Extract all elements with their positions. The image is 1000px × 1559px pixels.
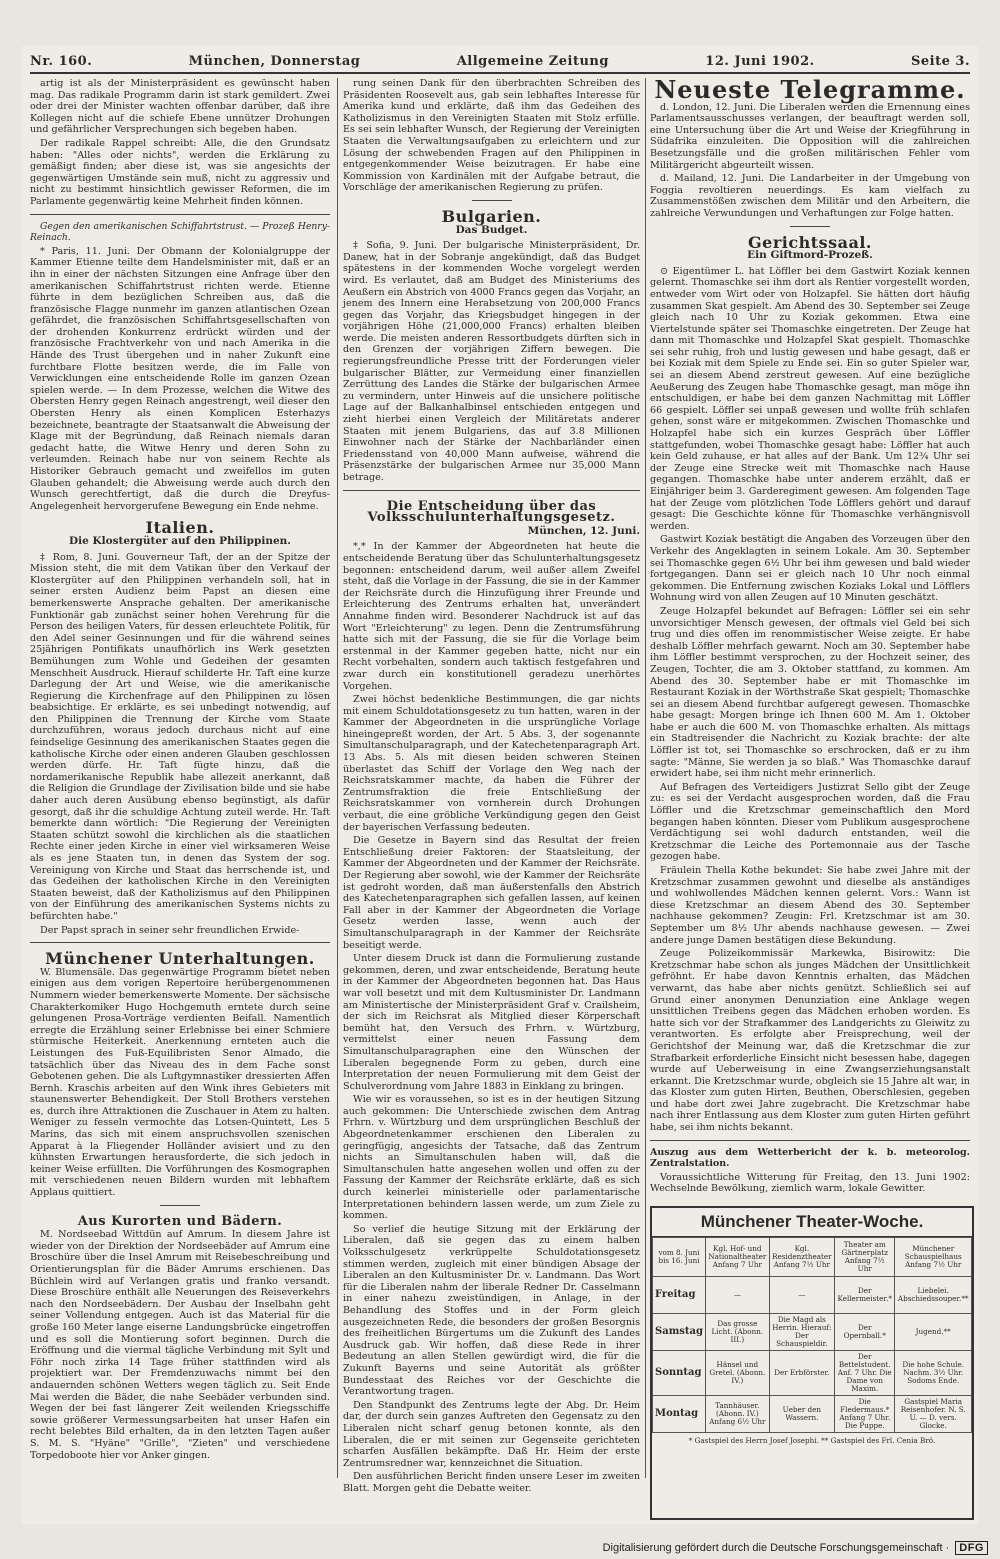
table-header-cell: Münchener Schauspielhaus Anfang 7½ Uhr <box>895 1238 972 1277</box>
paragraph: Wie wir es voraussehen, so ist es in der heutigen Sitzung auch gekommen: Die Unterschiede zwischen dem Antrag Frhrn. v. Würtzburg und dem ursprünglichen Beschluß der Abgeordnetenkammer erschienen den Liberalen zu geringfügig, angesichts der Tatsache, daß das Zentrum nichts an Simultanschulen haben will, daß die Simultanschulen hatte angesehen wollen und offen zu der Fassung der Kammer der Reichsräte erklärte, daß es sich durch keinerlei ministerielle oder parlamentarische Interpretationen behindern lassen werde, um zum Ziele zu kommen. <box>343 1094 640 1222</box>
article-heading: Gegen den amerikanischen Schiffahrtstrust. — Prozeß Henry-Reinach. <box>30 220 330 244</box>
column-divider <box>337 78 338 1478</box>
section-subheading: Das Budget. <box>455 223 528 236</box>
divider <box>650 1140 970 1141</box>
page-header <box>30 52 970 70</box>
table-row <box>653 1351 972 1396</box>
table-cell: Der Erbförster. <box>769 1351 834 1396</box>
section-heading-gerichtssaal: Gerichtssaal. <box>747 232 872 252</box>
table-cell: Der Bettelstudent. Anf. 7 Uhr. Die Dame von Maxim. <box>835 1351 895 1396</box>
paragraph: Zeuge Holzapfel bekundet auf Befragen: Löffler sei ein sehr unvorsichtiger Mensch gewesen, der oftmals viel Geld bei sich trug und dies offen im renommistischer Weise zeigte. Er habe deshalb Löffler mehrfach gewarnt. Noch am 30. September habe ihm Löffler bestimmt versprochen, zu der Hochzeit seiner, des Zeugen, Tochter, die am 3. Oktober stattfand, zu kommen. Am Abend des 30. September habe er mit Thomaschke im Restaurant Koziak in der Wörthstraße Skat gespielt; Thomaschke sei an diesem Abend furchtbar aufgeregt gewesen. Thomaschke habe gesagt: Morgen bringe ich Ihnen 600 M. Am 1. Oktober habe er auch die 600 M. von Thomaschke erhalten. Als mittags ein Stadtreisender die Nachricht zu Koziak brachte: der alte Löffler ist tot, sei Thomaschke so erschrocken, daß er zu ihm sagte: "Männe, Sie werden ja so blaß." Was Thomaschke darauf erwidert habe, sei ihm nicht mehr erinnerlich. <box>650 605 970 780</box>
paragraph: Der Papst sprach in seiner sehr freundlichen Erwide- <box>40 924 300 936</box>
table-cell: Das grosse Licht. (Abonn. III.) <box>706 1314 770 1351</box>
funding-credit: Digitalisierung gefördert durch die Deutsche Forschungsgemeinschaft · <box>602 1541 950 1554</box>
paragraph: *,* In der Kammer der Abgeordneten hat heute die entscheidende Beratung über das Schulunterhaltungsgesetz begonnen: entscheidend darum, weil außer allem Zweifel steht, daß die Vorlage in der Fassung, die sie in der Kammer der Reichsräte durch die Hinzufügung ihrer Freunde und Erleichterung des Zentrums erhalten hat, unverändert Annahme finden wird. Besonderer Nachdruck ist auf das Wort "Erleichterung" zu legen. Denn die Zentrumsführung hatte sich mit der Fassung, die sie für die Vorlage beim erstenmal in der Kammer gegeben hatte, nicht nur ein Recht vorbehalten, sondern auch taktisch festgefahren und zwar durch ein konstitutionell geradezu unerhörtes Vorgehen. <box>343 541 640 692</box>
table-header-cell: vom 8. Juni bis 16. Juni <box>653 1238 706 1277</box>
column-2 <box>343 78 640 1494</box>
table-cell: Hänsel und Gretel. (Abonn. IV.) <box>706 1351 770 1396</box>
divider <box>160 1205 200 1206</box>
theater-footnote: * Gastspiel des Herrn Josef Josephi. ** Gastspiel des Frl. Cenia Brö. <box>688 1436 936 1445</box>
issue-date: 12. Juni 1902. <box>705 53 815 69</box>
table-cell: Die Fledermaus.* Anfang 7 Uhr. Die Puppe. <box>835 1396 895 1433</box>
column-divider <box>645 78 646 1478</box>
section-heading-unterhaltungen: Münchener Unterhaltungen. <box>45 949 315 969</box>
table-cell: Die Magd als Herrin. Hierauf: Der Schauspieldir. <box>769 1314 834 1351</box>
table-cell: — <box>769 1277 834 1314</box>
paragraph: * Paris, 11. Juni. Der Obmann der Kolonialgruppe der Kammer Etienne teilte dem Handelsminister mit, daß er an ihn in einer der nächsten Sitzungen eine Anfrage über den amerikanischen Schiffahrtstrust richten werde. Etienne führte in dem bezüglichen Schreiben aus, daß die französische Flagge nunmehr im ganzen atlantischen Ozean gefährdet, die französischen Schiffahrtsgesellschaften von der drohenden Konkurrenz erdrückt würden und der französische Frachtverkehr von und nach Amerika in die Hände des Trust übergehen und in naher Zukunft eine furchtbare Flotte besitzen werde, die im Falle von Verwicklungen eine entscheidende Rolle im ganzen Ozean spielen werde. — In dem Prozesse, welchen die Witwe des Obersten Henry gegen Reinach angestrengt, weil dieser den Obersten Henry als einen Komplicen Esterhazys bezeichnete, beantragte der Staatsanwalt die Abweisung der Klage mit der Begründung, daß Reinach niemals daran gedacht hatte, die Witwe Henry und deren Sohn zu verleumden. Reinach habe nur von seinem Rechte als Historiker Gebrauch gemacht und zweifellos im guten Glauben gehandelt; die Abweisung werde auch durch den Wunsch gerechtfertigt, daß die durch die Dreyfus-Angelegenheit hervorgerufene Bewegung ein Ende nehme. <box>30 245 330 512</box>
section-heading-kurorten: Aus Kurorten und Bädern. <box>77 1213 283 1229</box>
table-cell: Tannhäuser. (Abonn. IV.) Anfang 6½ Uhr <box>706 1396 770 1433</box>
paragraph: M. Nordseebad Wittdün auf Amrum. In diesem Jahre ist wieder von der Direktion der Nordseebäder auf Amrum eine Broschüre über die Insel Amrum mit Reisebeschreibung und Orientierungsplan für die Bäder Amrums erschienen. Das Büchlein wird auf Verlangen gratis und franko versandt. Diese Broschüre enthält alle Neuerungen des Reiseverkehrs nach den Nordseebädern. Der Ausbau der Inselbahn geht seiner Vollendung entgegen. Auch ist das Material für die große 160 Meter lange eiserne Landungsbrücke eingetroffen und es soll die Montierung sofort beginnen. Durch die Eröffnung und die viermal tägliche Verbindung mit Sylt und Föhr noch zirka 14 Tage früher stattfinden wird als projektiert war. Der Fremdenzuwachs nimmt bei den andauernden schönen Wetters wegen täglich zu. Seit Ende Mai werden die Bäder, die nahe Seebäder verbunden sind. Wegen der bei fast längerer Zeit weilenden Kriegsschiffe sowie größerer Vermessungsarbeiten hat unser Hafen ein recht belebtes Bild erhalten, da in den letzten Tagen außer S. M. S. "Hyäne" "Grille", "Zieten" und verschiedene Torpedoboote hier vor Anker gingen. <box>30 1229 330 1461</box>
issue-number: Nr. 160. <box>30 53 93 69</box>
newspaper-title: Allgemeine Zeitung <box>456 53 609 69</box>
paragraph: Den ausführlichen Bericht finden unsere Leser im zweiten Blatt. Morgen geht die Debatte weiter. <box>343 1471 640 1494</box>
paragraph: Zeuge Polizeikommissär Markewka, Bisirowitz: Die Kretzschmar habe schon als junges Mädchen der Unsittlichkeit gefröhnt. Er habe davon Kenntnis erhalten, das Mädchen verwarnt, das habe aber nichts genützt. Schließlich sei auf Grund einer anonymen Denunziation eine Anklage wegen unsittlichen Treibens gegen das Mädchen erhoben worden. Es hatte sich vor der Strafkammer des Landgerichts zu Gleiwitz zu verantworten. Es erfolgte aber Freisprechung, weil der Gerichtshof der Meinung war, daß die Kretzschmar die zur Strafbarkeit erforderliche Einsicht nicht besessen habe, dagegen wurde auf Ueberweisung in eine Zwangserziehungsanstalt erkannt. Die Kretzschmar wurde, obgleich sie 15 Jahre alt war, in das Kloster zum guten Hirten, Beuthen, Oberschlesien, gegeben und habe dort zwei Jahre zugebracht. Die Kretzschmar habe nach ihrer Entlassung aus dem Kloster zum guten Hirten geführt habe, sei ihm nichts bekannt. <box>650 948 970 1134</box>
table-cell: Jugend.** <box>895 1314 972 1351</box>
table-cell: Der Kellermeister.* <box>835 1277 895 1314</box>
table-header-cell: Theater am Gärtnerplatz Anfang 7½ Uhr <box>835 1238 895 1277</box>
paragraph: ‡ Rom, 8. Juni. Gouverneur Taft, der an der Spitze der Mission steht, die mit dem Vatikan über den Verkauf der Klostergüter auf den Philippinen verhandeln soll, hat in seiner ersten Audienz beim Papst an diesen eine bemerkenswerte Ansprache gehalten. Der amerikanische Funktionär gab zunächst seiner hohen Verehrung für die Person des heiligen Vaters, für dessen erleuchtete Politik, für den Adel seiner Gesinnungen und für die während seines 25jährigen Pontifikats unaufhörlich ins Werk gesetzten Bemühungen zum Wohle und Gedeihen der gesamten Menschheit Ausdruck. Hierauf schilderte Hr. Taft eine kurze Darlegung der Art und Weise, wie die amerikanische Regierung die Kirchenfrage auf den Philippinen zu lösen beabsichtige. Er erklärte, es sei unbedingt notwendig, auf den Philippinen die Trennung der Kirche vom Staate durchzuführen, woraus jedoch durchaus nicht auf eine feindselige Gesinnung des amerikanischen Staates gegen die katholische Kirche oder einen anderen Glauben geschlossen werden dürfe. Hr. Taft fügte hinzu, daß die nordamerikanische Republik habe allezeit anerkannt, daß die Religion die Grundlage der Zivilisation bilde und sie habe daher auch deren Ausübung ebenso begünstigt, als dafür gesorgt, daß ihr die schuldige Achtung zuteil werde. Hr. Taft bemerkte dann wörtlich: "Die Regierung der Vereinigten Staaten schützt sowohl die kirchlichen als die staatlichen Rechte einer jeden Kirche in einer viel wirksameren Weise als es jene Staaten tun, in denen das System der sog. Vereinigung von Kirche und Staat das herrschende ist, und das Gedeihen der katholischen Kirche in den Vereinigten Staaten beweist, daß der Katholizismus auf den Philippinen von der Einführung des amerikanischen Systems nichts zu befürchten habe." <box>30 551 330 922</box>
table-cell-day: Freitag <box>653 1277 706 1314</box>
divider <box>343 490 640 491</box>
divider <box>472 200 512 201</box>
section-heading-telegramme: Neueste Telegramme. <box>654 75 966 104</box>
paragraph: Der radikale Rappel schreibt: Alle, die den Grundsatz haben: "Alles oder nichts", werden die Erklärung zu gemäßigt finden; aber diese ist, was sie angesichts der gegenwärtigen Umstände sein muß, nicht zu aggressiv und nicht zu bestimmt hinsichtlich gewisser Reformen, die im Parlamente gegenwärtig keine Mehrheit finden können. <box>30 137 330 207</box>
weather-report-text: Voraussichtliche Witterung für Freitag, den 13. Juni 1902: Wechselnde Bewölkung, ziemlich warm, lokale Gewitter. <box>650 1171 970 1195</box>
page-number: Seite 3. <box>911 53 970 69</box>
table-cell-day: Samstag <box>653 1314 706 1351</box>
paragraph: ⊙ Eigentümer L. hat Löffler bei dem Gastwirt Koziak kennen gelernt. Thomaschke sei ihm dort als Rentier vorgestellt worden, entweder vom Wirt oder von Holzapfel. Sie hätten dort häufig zusammen Skat gespielt. Am Abend des 30. September sei Zeuge gleich nach 10 Uhr zu Koziak gekommen. Etwa eine Viertelstunde später sei Thomaschke eingetreten. Der Zeuge hat dann mit Thomaschke und Holzapfel Skat gespielt. Thomaschke sei sehr ruhig, froh und lustig gewesen und habe gesagt, daß er bei Koziak mit dem Spiele zu Ende sei. Ein so guter Spieler war, sei an diesem Abend zerstreut gewesen. Auf eine bezügliche Aeußerung des Zeugen habe Thomaschke gesagt, man möge ihn entschuldigen, er habe bei dem ganzen Nachmittag mit Löffler 66 gespielt. Löffler sei unpaß gewesen und wollte früh schlafen gehen, sonst wäre er mitgekommen. Zwischen Thomaschke und Holzapfel habe sich ein kurzes Gespräch über Löffler stattgefunden, wobei Thomaschke gesagt habe: Löffler hat auch kein Geld zuhause, er hat alles auf der Bank. Um 12¾ Uhr sei der Zeuge eine Strecke weit mit Thomaschke nach Hause gegangen. Thomaschke habe unter anderem erzählt, daß er Einjähriger beim 3. Garderegiment gewesen. Am folgenden Tage hat der Zeuge vom plötzlichen Tode Löfflers gehört und darauf gesagt: Die Geschichte könne für Thomaschke verhängnisvoll werden. <box>650 265 970 532</box>
table-cell: Gastspiel Maria Reisenhofer. N. S. U. — D. vers. Glocke. <box>895 1396 972 1433</box>
dateline: München, 12. Juni. <box>527 524 640 537</box>
place-day: München, Donnerstag <box>188 53 361 69</box>
paragraph: Den Standpunkt des Zentrums legte der Abg. Dr. Heim dar, der durch sein ganzes Auftreten den Gegensatz zu den Liberalen nicht scharf genug betonen konnte, als den Liberalen, die er mit seinen zur Gegenseite gerichteten scharfen Ausfällen bekämpfte. Daß Hr. Heim der erste Zentrumsredner war, kennzeichnet die Situation. <box>343 1399 640 1469</box>
table-cell: Ueber den Wassern. <box>769 1396 834 1433</box>
table-row <box>653 1314 972 1351</box>
weather-report-title: Auszug aus dem Wetterbericht der k. b. meteorolog. Zentralstation. <box>650 1146 970 1170</box>
paragraph: Fräulein Thella Kothe bekundet: Sie habe zwei Jahre mit der Kretzschmar zusammen gewohnt und dieselbe als anständiges und wohlwollendes Mädchen kennen gelernt. Vors.: Wann ist diese Kretzschmar an diesem Abend des 30. September nachhause gekommen? Zeugin: Frl. Kretzschmar ist am 30. September um 8½ Uhr abends nachhause gewesen. — Zwei andere junge Damen bestätigen diese Bekundung. <box>650 865 970 946</box>
paragraph: Auf Befragen des Verteidigers Justizrat Sello gibt der Zeuge zu: es sei der Verdacht ausgesprochen worden, daß die Frau Löffler und die Kretzschmar gemeinschaftlich den Mord begangen haben könnten. Dieser vom Publikum ausgesprochene Verdächtigung sei wohl dadurch entstanden, weil die Kretzschmar die Leiche des Portemonnaie aus der Tasche gezogen habe. <box>650 781 970 863</box>
section-subheading: Ein Giftmord-Prozeß. <box>747 249 873 262</box>
paragraph: rung seinen Dank für den überbrachten Schreiben des Präsidenten Roosevelt aus, gab sein lebhaftes Interesse für Amerika kund und erklärte, daß ihm das Gedeihen des Katholizismus in den Vereinigten Staaten mit Stolz erfülle. Es sei sein lebhafter Wunsch, der Regierung der Vereinigten Staaten die Verwaltungsaufgaben zu erleichtern und zur Lösung der schwebenden Fragen auf den Philippinen in entgegenkommender Weise beizutragen. Er habe eine Kommission von Kardinälen mit der Aufgabe betraut, die Vorschläge der amerikanischen Regierung zu prüfen. <box>343 78 640 194</box>
divider <box>790 226 830 227</box>
table-row <box>653 1277 972 1314</box>
section-subheading: Die Klostergüter auf den Philippinen. <box>69 534 291 547</box>
table-header-cell: Kgl. Residenztheater Anfang 7½ Uhr <box>769 1238 834 1277</box>
theater-schedule-table <box>652 1237 972 1433</box>
table-cell: — <box>706 1277 770 1314</box>
table-cell-day: Sonntag <box>653 1351 706 1396</box>
table-cell: Die hohe Schule. Nachm. 3½ Uhr. Sodoms Ende. <box>895 1351 972 1396</box>
theater-week-title: Münchener Theater-Woche. <box>652 1208 972 1237</box>
table-cell: Der Opernball.* <box>835 1314 895 1351</box>
paragraph: Zwei höchst bedenkliche Bestimmungen, die gar nichts mit einem Schuldotationsgesetz zu tun hatten, waren in der Kammer der Abgeordneten in die ursprüngliche Vorlage hineingepreßt worden, der Art. 5 Abs. 3, der sogenannte Simultanschulparagraph, und der Katechetenparagraph Art. 13 Abs. 5. Als mit diesen beiden schweren Steinen überlastet das Schiff der Vorlage den Weg nach der Reichsratskammer machte, da haben die Führer der Zentrumsfraktion die freie Entschließung der Reichsratskammer von vornherein durch Drohungen verbaut, die eine gröbliche Verkündigung gegen den Geist der bayerischen Verfassung bedeuten. <box>343 694 640 833</box>
paragraph: W. Blumensäle. Das gegenwärtige Programm bietet neben einigen aus dem vorigen Repertoire herübergenommenen Nummern wieder bemerkenswerte Momente. Der sächsische Charakterkomiker Hugo Hochgemuth erntete durch seine gelungenen Prosa-Vorträge verdienten Beifall. Namentlich erregte die Erzählung seiner Erlebnisse bei einer Schmiere stürmische Heiterkeit. Anerkennung ernteten auch die Leistungen des Fuß-Equilibristen Senor Almado, die tatsächlich über das Niveau des in dem Fache sonst Gebotenen gehen. Die als Luftgymnastiker dressierten Affen Bernh. Kraschis arbeiten auf den Wink ihres Gebieters mit staunenswerter Behendigkeit. Der Stoll Brothers verstehen es, durch ihre Attraktionen die Zuschauer in Atem zu halten. Weniger zu fesseln vermochte das Lotsen-Quintett, Les 5 Marins, das sich mit einem anspruchsvollen szenischen Apparat à la Fliegender Holländer avisiert und zu den kühnsten Erwartungen herausforderte, die sich jedoch in keiner Weise erfüllten. Die Vorführungen des Kosmographen mit verschiedenen neuen Bildern wurden mit lebhaftem Applaus quittiert. <box>30 966 330 1199</box>
column-1 <box>30 78 330 1478</box>
paragraph: d. London, 12. Juni. Die Liberalen werden die Ernennung eines Parlamentsausschusses verlangen, der beauftragt werden soll, eine Untersuchung über die Art und Weise der Kriegführung in Südafrika einzuleiten. Die Opposition will die zahlreichen Besetzungsfälle und die großen militärischen Fehler vom Militärgericht abgeurteilt wissen. <box>650 101 970 171</box>
paragraph: So verlief die heutige Sitzung mit der Erklärung der Liberalen, daß sie gegen das zu einem halben Volksschulgesetz verkrüppelte Schuldotationsgesetz stimmen werden, zugleich mit einer bündigen Absage der Liberalen an den Kultusminister Dr. v. Landmann. Das Wort für die Liberalen nahm der liberale Redner Dr. Casselmann in einer nahezu zweistündigen, in Anlage, in der Behandlung des Stoffes und in der Form gleich ausgezeichneten Rede, die besonders der großen Besorgnis des freiheitlichen Bürgertums um die Zukunft des Landes Ausdruck gab. Wir hoffen, daß diese Rede in ihrer Bedeutung an allen Stellen gewürdigt wird, die für die Zukunft Bayerns und seine Autorität als größter Bundesstaat des Reiches vor der Geschichte die Verantwortung tragen. <box>343 1223 640 1398</box>
paragraph: d. Mailand, 12. Juni. Die Landarbeiter in der Umgebung von Foggia revoltieren neuerdings. Es kam vielfach zu Zusammenstößen zwischen dem Militär und den Arbeitern, die zahlreiche Verwundungen und Verhaftungen zur Folge hatten. <box>650 173 970 219</box>
paragraph: Gastwirt Koziak bestätigt die Angaben des Vorzeugen über den Verkehr des Angeklagten in seinem Lokale. Am 30. September sei Thomaschke gegen 6½ Uhr bei ihm gewesen und bald wieder fortgegangen. Dann sei er gleich nach 10 Uhr noch einmal gekommen. Die Entfernung zwischen Koziaks Lokal und Löfflers Wohnung wird von allen Zeugen auf 10 Minuten geschätzt. <box>650 534 970 604</box>
paragraph: Die Gesetze in Bayern sind das Resultat der freien Entschließung dreier Faktoren: der Staatsleitung, der Kammer der Abgeordneten und der Kammer der Reichsräte. Der Regierung aber sowohl, wie der Kammer der Reichsräte ist gedroht worden, daß man äußerstenfalls den Abstrich des Katechetenparagraphen sich gefallen lassen, auf keinen Fall aber in der Kammer der Abgeordneten die Vorlage Gesetz werden lasse, wenn auch der Simultanschulparagraph in der Kammer der Reichsräte beseitigt werde. <box>343 835 640 951</box>
divider <box>30 942 330 943</box>
table-cell-day: Montag <box>653 1396 706 1433</box>
column-3 <box>650 75 970 1202</box>
dfg-logo: DFG <box>955 1541 988 1555</box>
digitization-footer <box>0 1536 1000 1559</box>
section-heading-entscheidung: Die Entscheidung über das Volksschulunterhaltungsgesetz. <box>367 498 616 526</box>
paragraph: artig ist als der Ministerpräsident es gewünscht haben mag. Das radikale Programm darin ist stark gemildert. Zwei oder drei der Minister wachten offenbar darüber, daß ihre Kollegen nicht auf die schiefe Ebene unnützer Drohungen und gefährlicher Versprechungen sich begeben haben. <box>30 78 330 136</box>
header-rule <box>30 72 970 74</box>
section-heading-bulgarien: Bulgarien. <box>441 206 542 226</box>
table-header-row <box>653 1238 972 1277</box>
table-cell: Liebelei. Abschiedssouper.** <box>895 1277 972 1314</box>
table-header-cell: Kgl. Hof- und Nationaltheater Anfang 7 Uhr <box>706 1238 770 1277</box>
section-heading-italien: Italien. <box>145 518 215 538</box>
theater-week-box <box>650 1206 974 1520</box>
paragraph: Unter diesem Druck ist dann die Formulierung zustande gekommen, deren, und zwar entscheidende, Beratung heute in der Kammer der Abgeordneten begonnen hat. Das Haus war voll besetzt und mit dem Kultusminister Dr. Landmann am Ministertische der Ministerpräsident Graf v. Crailsheim, der sich im Reichsrat als Mitglied dieser Körperschaft bemüht hat, den Versuch des Frhrn. v. Würtzburg, vermittelst einer neuen Fassung dem Simultanschulparagraphen eine den Wünschen der Liberalen begegnende Form zu geben, durch eine Interpretation der neuen Formulierung mit dem Geist der Schulverordnung vom Jahre 1883 in Einklang zu bringen. <box>343 953 640 1092</box>
divider <box>30 214 330 215</box>
table-row <box>653 1396 972 1433</box>
paragraph: ‡ Sofia, 9. Juni. Der bulgarische Ministerpräsident, Dr. Danew, hat in der Sobranje angekündigt, daß das Budget spätestens in der kommenden Woche vorgelegt werden wird. Es verlautet, daß am Budget des Ministeriums des Aeußern ein Abstrich von 4000 Francs gegen das Vorjahr, an jenem des Innern eine Herabsetzung von 200,000 Francs gegen das Vorjahr, das Kriegsbudget hingegen in der vorjährigen Höhe (21,000,000 Francs) erhalten bleiben werde. Die meisten anderen Ressortbudgets dürften sich in den Grenzen der vorjährigen Ziffern bewegen. Die regierungsfreundliche Presse tritt der Forderungen vieler bulgarischer Blätter, zur Vermeidung einer finanziellen Zerrüttung des Landes die Stärke der bulgarischen Armee zu vermindern, unter Hinweis auf die unsichere politische Lage auf der Balkanhalbinsel entschieden entgegen und zieht hierbei einen Vergleich der Militäretats anderer Staaten mit jenem Bulgariens, das auf 3.8 Millionen Einwohner nach der Stärke der Nachbarländer einen Friedensstand von 40,000 Mann aufweise, während die Präsenzstärke der bulgarischen Armee nur 35,000 Mann betrage. <box>343 240 640 483</box>
